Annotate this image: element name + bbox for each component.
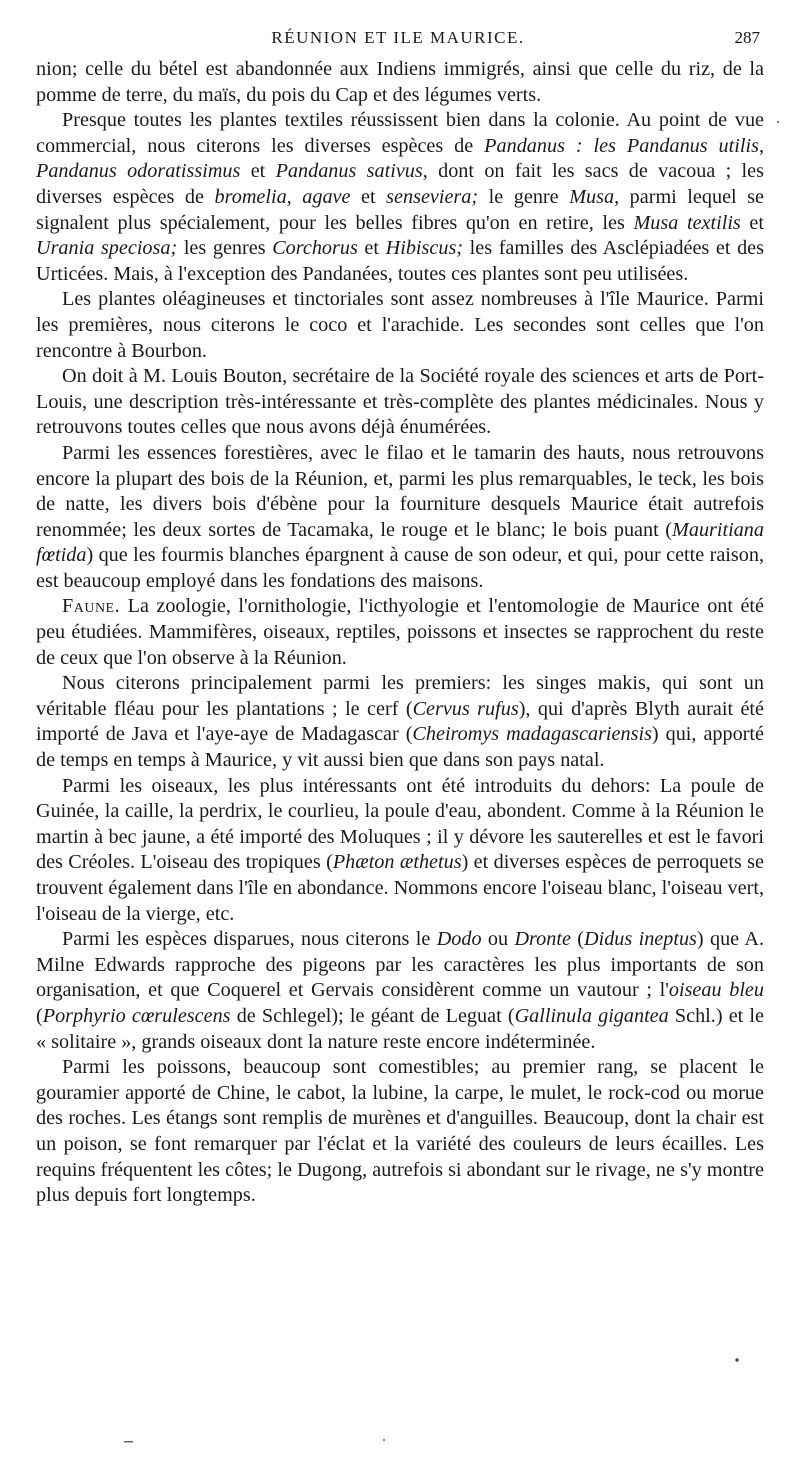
text-run: et (350, 185, 387, 208)
text-run: On doit à M. Louis Bouton, secrétaire de la Société royale des sciences et arts de Port-Louis, une description très-intéressante et très-complète des plantes médicinales. Nous y retrouvons toutes celles que nous avons déjà énumérées. (36, 365, 764, 439)
species-name: senseviera; (386, 185, 479, 208)
text-run: ) que A. Milne Edwards rapproche des pigeons par les caractères les plus importants de son organisation, et que Coquerel et Gervais considèrent comme un vautour ; l' (36, 928, 764, 1002)
species-name: Porphyrio cœrulescens (42, 1004, 231, 1027)
text-run: les familles des Asclépiadées et des Urticées. Mais, à l'exception des Pandanées, toutes ces plantes sont peu utilisées. (36, 237, 764, 285)
species-name: Musa (569, 185, 615, 208)
text-run: et (357, 237, 386, 260)
text-run: nion; celle du bétel est abandonnée aux Indiens immigrés, ainsi que celle du riz, de la pomme de terre, du maïs, du pois du Cap et des légumes verts. (36, 58, 764, 106)
species-name: oiseau bleu (668, 979, 764, 1002)
text-run: , (758, 134, 764, 157)
species-name: Dronte (514, 928, 571, 951)
species-name: Urania speciosa; (36, 237, 178, 260)
species-name: Pandanus sativus (275, 160, 423, 183)
text-run: La zoologie, l'ornithologie, l'icthyologie et l'entomologie de Maurice ont été peu étudiées. Mammifères, oiseaux, reptiles, poissons et insectes se rapprochent du reste de ceux que l'on observe à la Réunion. (36, 595, 764, 669)
section-lead: Faune. (62, 595, 121, 618)
text-run: de Schlegel); le géant de Leguat ( (230, 1004, 515, 1027)
species-name: Dodo (436, 928, 482, 951)
text-run: ( (570, 928, 584, 951)
species-name: Hibiscus; (385, 237, 464, 260)
text-run: ou (481, 928, 515, 951)
page-number: 287 (734, 28, 760, 47)
running-title: RÉUNION ET ILE MAURICE. (271, 28, 525, 47)
text-run: et (740, 211, 764, 234)
species-name: Mauritiana fœtida (36, 518, 764, 567)
ink-speck (124, 1441, 133, 1443)
text-run: Nous citerons principalement parmi les premiers: les singes makis, qui sont un véritable fléau pour les plantations ; le cerf ( (36, 672, 764, 720)
text-run: Parmi les oiseaux, les plus intéressants ont été introduits du dehors: La poule de Guinée, la caille, la perdrix, le courlieu, la poule d'eau, abondent. Comme à la Réunion le martin à bec jaune, a été importé des Moluques ; il y dévore les sauterelles et est le favori des Créoles. L'oiseau des tropiques ( (36, 774, 764, 874)
text-run: ) et diverses espèces de perroquets se trouvent également dans l'île en abondance. Nommons encore l'oiseau blanc, l'oiseau vert, l'oiseau de la vierge, etc. (36, 851, 764, 925)
text-run: Parmi les espèces disparues, nous citerons le (62, 928, 437, 951)
text-run: et (240, 160, 276, 183)
text-run: Schl.) et le « solitaire », grands oiseaux dont la nature reste encore indéterminée. (36, 1004, 764, 1053)
species-name: Cervus rufus (412, 697, 519, 720)
text-run: les genres (177, 237, 273, 260)
text-run: , parmi lequel se signalent plus spécialement, pour les belles fibres qu'on en retire, les (36, 185, 765, 234)
text-run: Les plantes oléagineuses et tinctoriales sont assez nombreuses à l'île Maurice. Parmi les premières, nous citerons le coco et l'arachide. Les secondes sont celles que l'on rencontre à Bourbon. (36, 288, 764, 362)
ink-speck (735, 1358, 738, 1361)
species-name: Cheiromys madagascariensis (412, 723, 652, 746)
species-name: Pandanus odoratissimus (36, 160, 241, 183)
species-name: Musa textilis (633, 211, 741, 234)
text-run: ( (36, 1004, 43, 1027)
text-run: , dont on fait les sacs de vacoua ; les diverses espèces de (36, 160, 764, 208)
text-run: le genre (478, 185, 570, 208)
text-run: ) que les fourmis blanches épargnent à cause de son odeur, et qui, pour cette raison, est beaucoup employé dans les fondations des maisons. (36, 544, 764, 592)
text-run: Parmi les essences forestières, avec le filao et le tamarin des hauts, nous retrouvons encore la plupart des bois de la Réunion, et, parmi les plus remarquables, le teck, les bois de natte, les divers bois d'ébène pour la fourniture desquels Maurice était autrefois renommée; les deux sortes de Tacamaka, le rouge et le blanc; le bois puant ( (36, 441, 764, 541)
text-run: ) qui, apporté de temps en temps à Maurice, y vit aussi bien que dans son pays natal. (36, 723, 764, 772)
species-name: Pandanus : les Pandanus utilis (484, 134, 759, 157)
species-name: Gallinula gigantea (514, 1004, 669, 1027)
species-name: Phæton æthetus (332, 851, 462, 874)
ink-speck (383, 1439, 385, 1441)
species-name: Corchorus (272, 237, 358, 260)
ink-speck (777, 121, 779, 123)
species-name: Didus ineptus (584, 928, 697, 951)
text-run: Presque toutes les plantes textiles réussissent bien dans la colonie. Au point de vue commercial, nous citerons les diverses espèces de (36, 109, 764, 157)
text-run: Parmi les poissons, beaucoup sont comestibles; au premier rang, se placent le gouramier apporté de Chine, le cabot, la lubine, la carpe, le mulet, le rock-cod ou morue des roches. Les étangs sont remplis de murènes et d'anguilles. Beaucoup, dont la chair est un poison, se font remarquer par l'éclat et la variété des couleurs de leurs écailles. Les requins fréquentent les côtes; le Dugong, autrefois si abondant sur le rivage, ne s'y montre plus depuis fort longtemps. (36, 1056, 764, 1207)
text-run: ), qui d'après Blyth aurait été importé de Java et l'aye-aye de Madagascar ( (36, 697, 765, 746)
species-name: bromelia, agave (214, 185, 351, 208)
